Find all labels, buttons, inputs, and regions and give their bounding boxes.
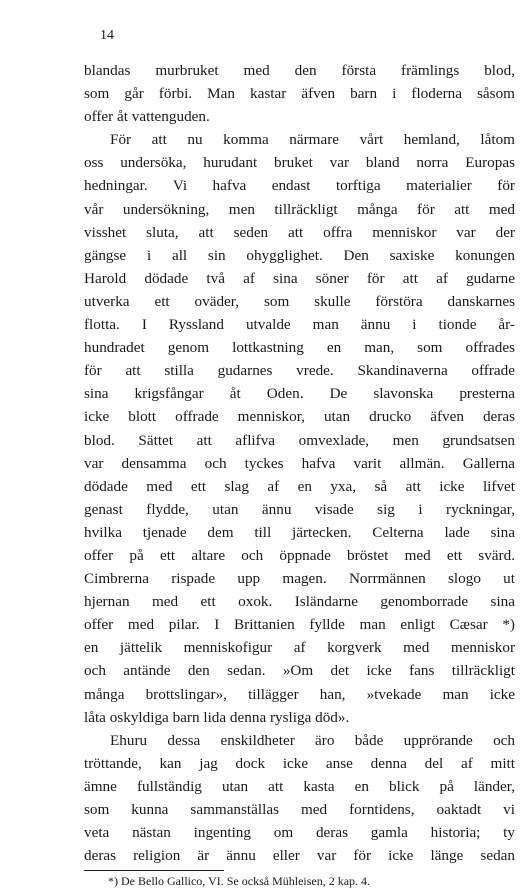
text-line: offer åt vattenguden. [84,108,210,126]
book-page [84,26,515,890]
text-line: offer med pilar. I Brittanien fyllde man enligt Cæsar *) [84,616,515,634]
text-line: utverka ett oväder, som skulle förstöra danskarnes [84,292,515,310]
body-text [84,59,515,867]
text-line: hedningar. Vi hafva endast torftiga materialier för [84,177,515,195]
footnote: *) De Bello Gallico, VI. Se också Mühleisen, 2 kap. 4. [108,874,371,889]
text-line: flotta. I Ryssland utvalde man ännu i tionde år- [84,316,515,334]
text-line: blandas murbruket med den första främlings blod, [84,62,515,79]
footnote-rule [84,870,224,871]
text-line: gängse i all sin ohygglighet. Den saxiske konungen [84,246,515,264]
text-line: en jättelik menniskofigur af korgverk med menniskor [84,639,515,657]
text-line: och antände den sedan. »Om det icke fans tillräckligt [84,662,515,680]
text-line: som går förbi. Man kastar äfven barn i floderna såsom [84,85,515,103]
text-line: ämne fullständig utan att kasta en blick på länder, [84,777,515,795]
text-line: sina krigsfångar åt Oden. De slavonska presterna [84,385,515,403]
text-line: För att nu komma närmare vårt hemland, låtom [110,131,515,149]
text-line: genast flydde, utan ännu visade sig i ryckningar, [84,500,515,518]
text-line: blod. Sättet att aflifva omvexlade, men grundsatsen [84,431,515,449]
text-line: visshet sluta, att seden att offra menniskor var der [84,223,515,241]
page-number: 14 [100,28,114,43]
text-line: dödade med ett slag af en yxa, så att icke lifvet [84,477,515,495]
text-line: deras religion är ännu eller var för icke länge sedan [84,847,515,865]
text-line: Ehuru dessa enskildheter äro både upprörande och [110,731,515,749]
text-line: offer på ett altare och öppnade bröstet med ett svärd. [84,546,515,564]
text-line: vår undersökning, men tillräckligt många för att med [84,200,515,218]
text-line: oss undersöka, hurudant bruket var bland norra Europas [84,154,515,172]
text-line: Harold dödade två af sina söner för att af gudarne [84,269,515,287]
text-line: veta nästan ingenting om deras gamla historia; ty [84,824,515,842]
text-line: hundradet genom lottkastning en man, som offrades [84,339,515,357]
text-line: hjernan med ett oxok. Isländarne genomborrade sina [84,593,515,611]
text-line: tröttande, kan jag dock icke anse denna del af mitt [84,754,515,772]
text-line: Cimbrerna rispade upp magen. Norrmännen slogo ut [84,570,515,588]
text-line: var densamma och tyckes hafva varit allmän. Gallerna [84,454,515,472]
text-line: för att stilla gudarnes vrede. Skandinaverna offrade [84,362,515,380]
text-line: låta oskyldiga barn lida denna rysliga död». [84,708,350,726]
text-line: icke blott offrade menniskor, utan drucko äfven deras [84,408,515,426]
text-line: som kunna sammanställas med forntidens, oaktadt vi [84,801,515,818]
text-line: många brottslingar», tillägger han, »tvekade man icke [84,685,515,703]
text-line: hvilka tjenade dem till järtecken. Celterna lade sina [84,523,515,541]
